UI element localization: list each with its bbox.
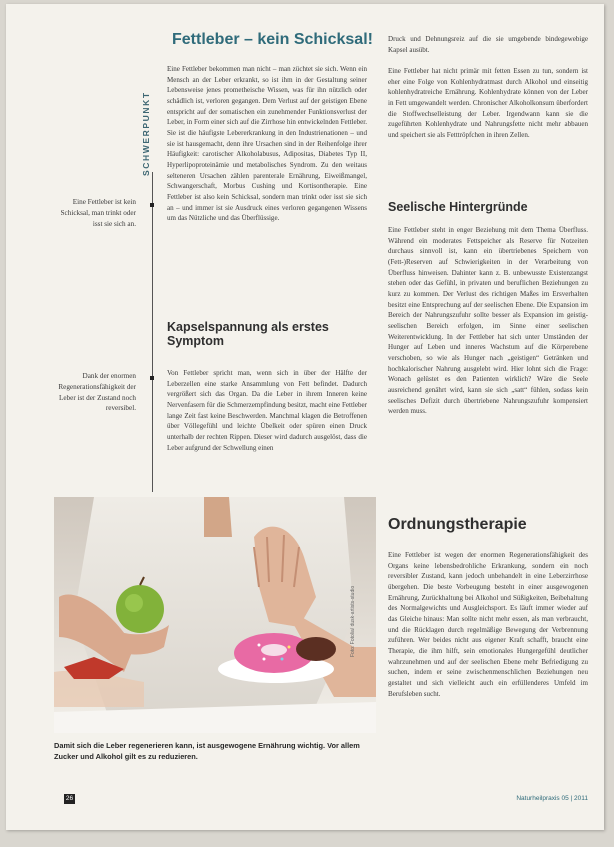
article-photo [54,497,376,733]
aside-quote-2: Dank der enormen Regenerationsfähigkeit der Leber ist der Zustand noch reversibel. [58,372,136,413]
publication-footer: Naturheilpraxis 05 | 2011 [516,795,588,802]
section1-paragraph: Von Fettleber spricht man, wenn sich in über der Hälfte der Leberzellen eine starke Ansammlung von Fett befindet. Dadurch vergrößert sich das Organ. Da die Leber in ihrem Inneren keine Nervenfasern für die Schmerzempfindung besitzt, macht eine Fettleber lange Zeit fast keine Beschwerden. Manchmal klagen die Betroffenen über Völlegefühl und leichte Übelkeit oder spüren einen Druck unterhalb der rechten Rippen. Dieser wird dadurch ausgelöst, dass die Leber aufgrund der Schwellung einen [167,369,367,452]
section-kicker: SCHWERPUNKT [141,91,151,176]
aside-quote-1: Eine Fettleber ist kein Schicksal, man trinkt oder isst sie sich an. [60,198,136,228]
section2-heading: Seelische Hintergründe [388,200,528,214]
section3-heading: Ordnungstherapie [388,516,527,533]
photo-credit: Foto: Fotolia/ dusk-artists-studio [350,585,356,657]
aside-bullet-2 [150,376,154,380]
kicker-rule [152,172,153,492]
page-number: 26 [65,795,74,802]
col2-continuation: Druck und Dehnungsreiz auf die sie umgebende bindegewebige Kapsel ausübt. [388,35,588,54]
section2-paragraph: Eine Fettleber steht in enger Beziehung mit dem Thema Überfluss. Während ein moderates Fettspeicher als Reserve für Notzeiten durchaus sinnvoll ist, kann ein übertriebenes Speichern von (Fett-)Reserven auf Schwierigkeiten in der Verarbeitung von Überfluss hinweisen. Dahinter kann z. B. unbewusste Existenzangst stehen oder das Gefühl, in privaten und beruflichen Beziehungen zu kurz zu kommen. Der Verlust des richtigen Maßes im Ersverhalten besitzt eine Entsprechung auf der seelischen Ebene. Die Expansion im Bereich der Nahrungszufuhr sollte besser als Expansion im geistig-seelischen Bereich erfolgen, im Sinne einer seelischen Weiterentwicklung. In der Fettleber hat sich unter Umständen der Hunger auf Leben und inneres Wachstum auf die Körperebene verschoben, so wie als Hunger nach „geistigen“ Getränken und hochkalorischer Nahrung ausgelebt wird. Hier lohnt sich die Frage: Wonach gelüstet es den Patienten wirklich? Wäre die Seele ausreichend genährt wird, kann sie sich „satt“ fühlen, sodass kein seelisches Defizit durch übertriebene Nahrungszufuhr kompensiert werden muss. [388,226,588,416]
section3-paragraph: Eine Fettleber ist wegen der enormen Regenerationsfähigkeit des Organs keine lebensbedrohliche Erkrankung, sondern ein noch reversibler Zustand, kann jedoch unbehandelt in eine Leberzirrhose übergehen. Die beste Vorbeugung besteht in einer ausgewogenen Ernährung, Zurückhaltung bei Alkohol und Süßigkeiten, Beibehaltung des Normalgewichts und Ausgleichsport. Es läuft immer wieder auf das Gleiche hinaus: Man sollte nicht mehr essen, als man verbraucht, und die Rücklagen durch regelmäßige Bewegung der Verbrennung zuführen. Wer beides nicht aus eigener Kraft schafft, braucht eine Therapie, die ihm hilft, sein emotionales Hungergefühl deutlicher wahrzunehmen und auf der seelischen Ebene mehr Befriedigung zu suchen, indem er seine zwischenmenschlichen Beziehungen neu gestaltet und sich vielleicht auch ein erfüllenderes Umfeld im Berufsleben sucht. [388,551,588,698]
section1-heading: Kapselspannung als erstes Symptom [167,320,329,349]
intro-paragraph: Eine Fettleber bekommen man nicht – man züchtet sie sich. Wenn ein Mensch an der Leber erkrankt, so ist ihm in der Gestaltung seiner Lebensweise jenes prometheische Wissen, was für ihn nützlich oder schädlich ist, verloren gegangen. Dem Verlust auf der geistigen Ebene entspricht auf der somatischen ein zunehmender Funktionsverlust der Leber, in Form einer sich auf die Zirrhose hin entwickelnden Fettleber. Sie ist die häufigste Lebererkrankung in den Industrienationen – und sie ist hausgemacht, denn ihre Ursachen sind in der Reihenfolge ihrer Häufigkeit: carotischer Alkoholabusus, Adipositas, Diabetes Typ II, Hyperlipoproteinämie und metabolisches Syndrom. Zu den weitaus selteneren Ursachen zählen parenterale Ernährung, Eiweißmangel, Schwangerschaft, Morbus Cushing und Kortisontherapie. Eine Fettleber ist also kein Schicksal, sondern man trinkt oder isst sie sich an – und immer ist sie Ausdruck eines verloren gegangenen Wissens um das Nützliche und das Überflüssige. [167,65,367,223]
magazine-page [6,4,604,830]
col2-paragraph: Eine Fettleber hat nicht primär mit fetten Essen zu tun, sondern ist eher eine Folge von Kohlenhydratmast durch Alkohol und einseitig kohlenhydratreiche Ernährung. Kohlenhydrate können von der Leber in Fett umgewandelt werden. Chronischer Alkoholkonsum überfordert die Stoffwechselleistung der Leber. Irgendwann kann sie die zugeführten Kohlenhydrate und Nahrungsfette nicht mehr abbauen und speichert sie als Fetttröpfchen in ihren Zellen. [388,67,588,139]
photo-illustration [54,497,376,733]
aside-bullet-1 [150,203,154,207]
photo-caption: Damit sich die Leber regenerieren kann, ist ausgewogene Ernährung wichtig. Vor allem Zucker und Alkohol gilt es zu reduzieren. [54,741,360,761]
article-title: Fettleber – kein Schicksal! [172,31,373,48]
